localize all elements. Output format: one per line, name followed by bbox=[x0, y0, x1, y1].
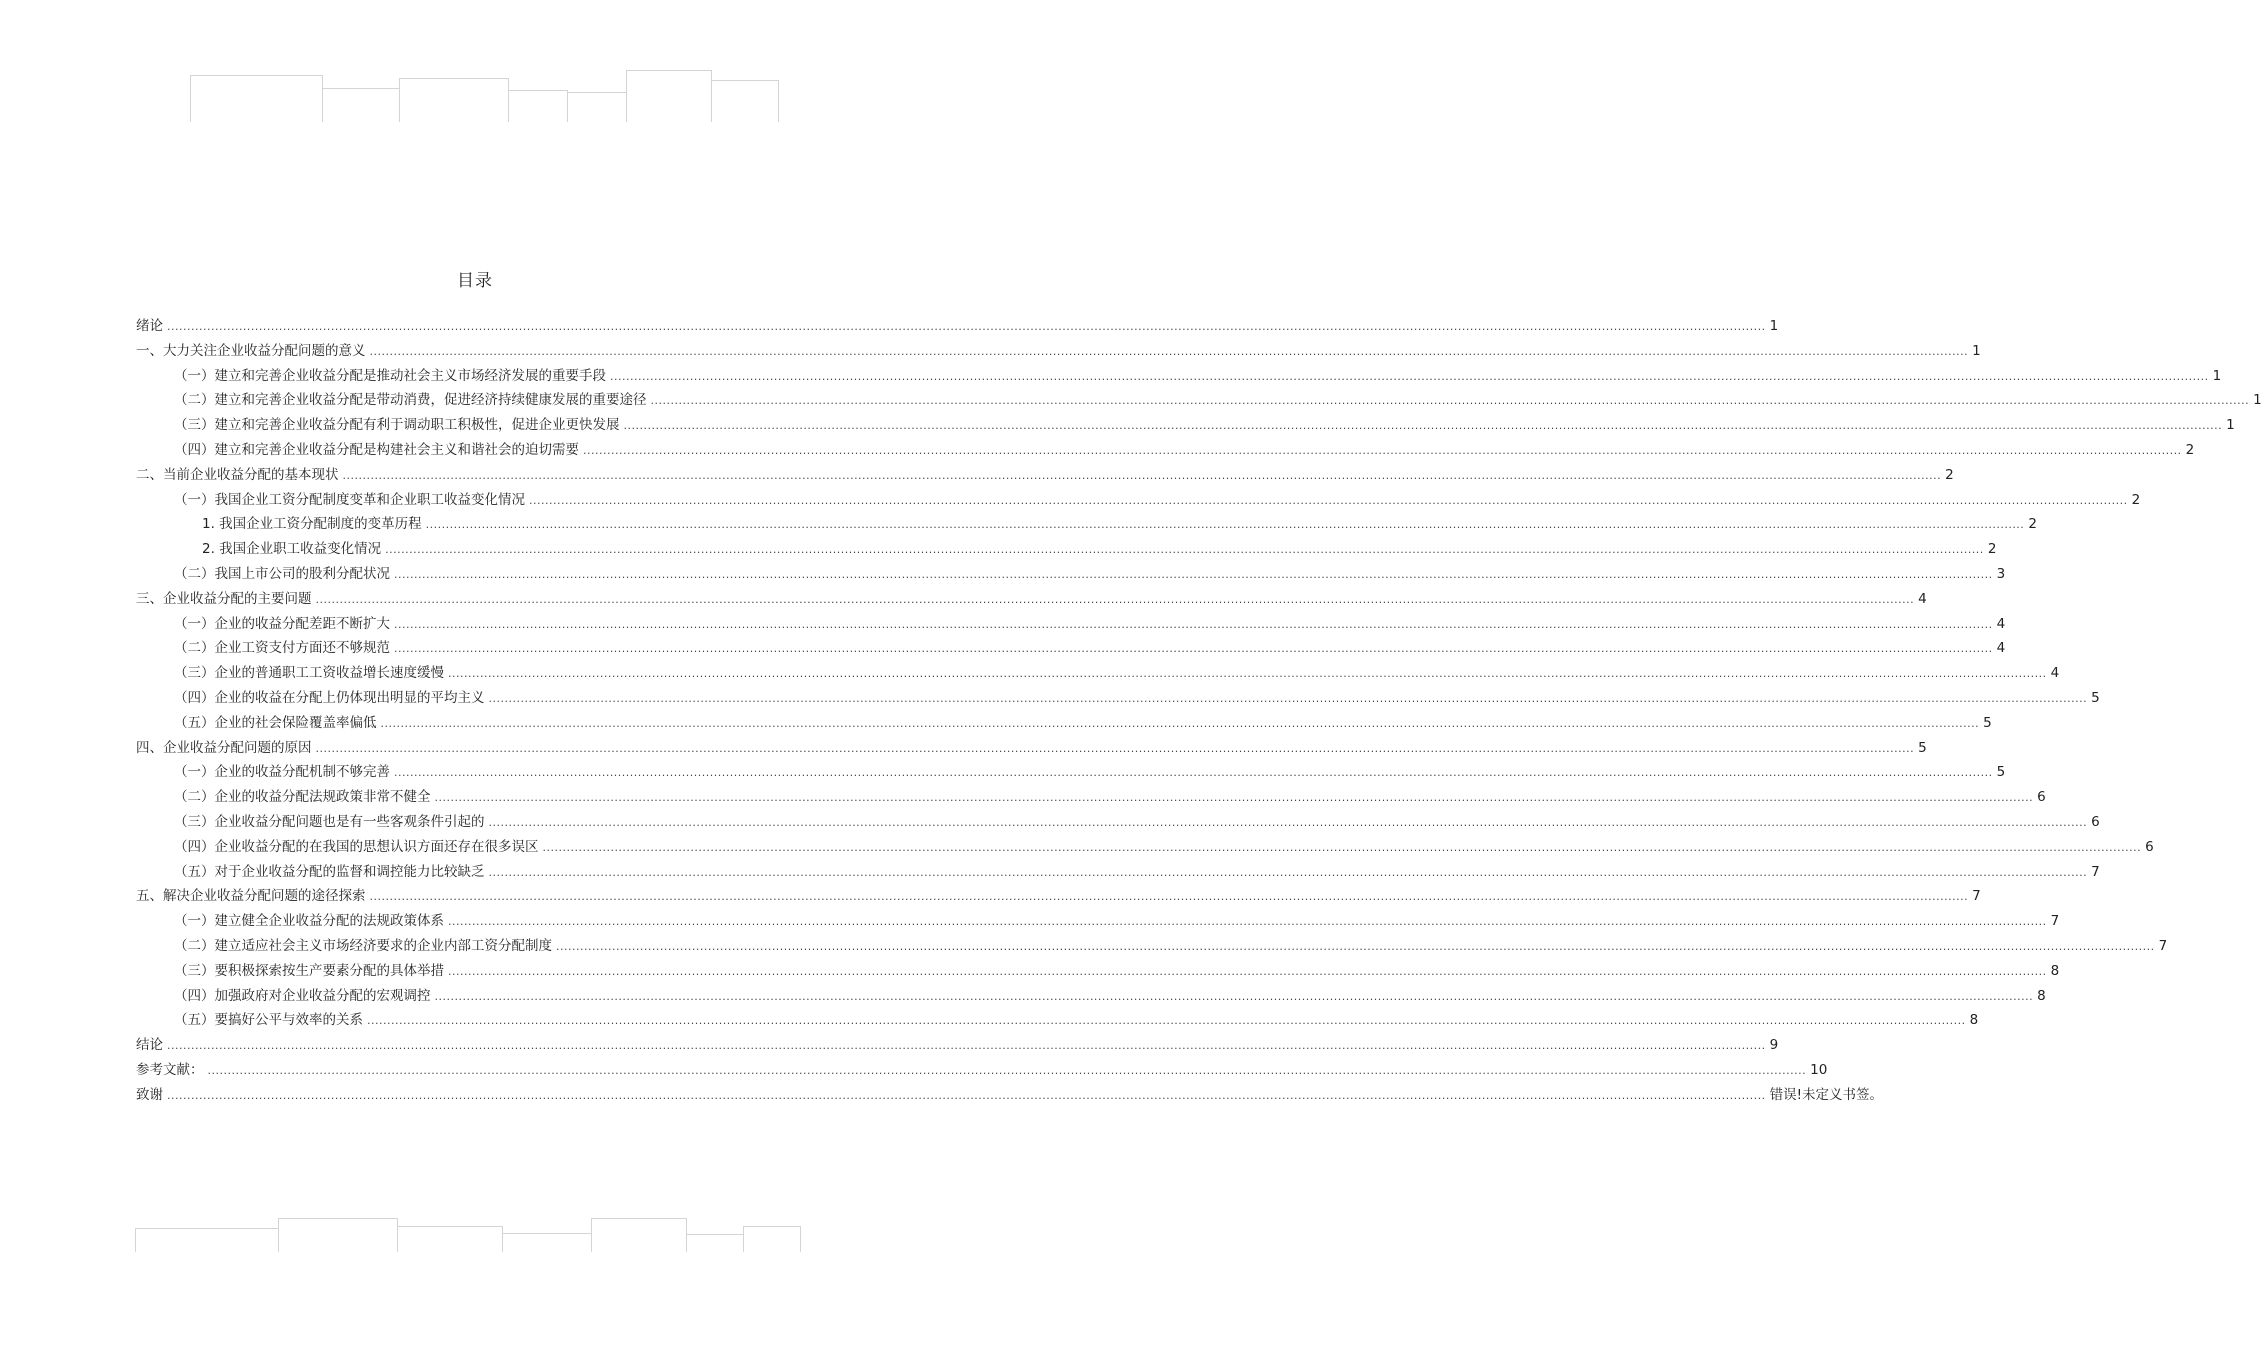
toc-leader-dots: ................................................................................................................................................................................................................................................................................................................................................................................................................ bbox=[425, 518, 2025, 531]
toc-leader-dots: ................................................................................................................................................................................................................................................................................................................................................................................................................ bbox=[394, 568, 1993, 581]
toc-entry-page: 7 bbox=[2091, 864, 2100, 880]
toc-entry-page: 4 bbox=[2050, 665, 2060, 681]
toc-entry-label: （一）企业的收益分配差距不断扩大 bbox=[174, 616, 390, 632]
toc-entry[interactable] bbox=[174, 564, 2006, 584]
toc-entry-label: （一）建立健全企业收益分配的法规政策体系 bbox=[174, 913, 444, 929]
toc-entry-label: （一）建立和完善企业收益分配是推动社会主义市场经济发展的重要手段 bbox=[174, 368, 606, 384]
toc-entry[interactable] bbox=[174, 862, 2100, 882]
toc-entry[interactable] bbox=[174, 415, 2235, 435]
toc-leader-dots: ................................................................................................................................................................................................................................................................................................................................................................................................................ bbox=[367, 1014, 1966, 1027]
toc-entry-label: （二）我国上市公司的股利分配状况 bbox=[174, 566, 390, 582]
toc-entry[interactable] bbox=[174, 490, 2141, 510]
toc-entry[interactable] bbox=[202, 514, 2037, 534]
toc-leader-dots: ................................................................................................................................................................................................................................................................................................................................................................................................................ bbox=[394, 618, 1993, 631]
toc-entry-label: 三、企业收益分配的主要问题 bbox=[136, 591, 312, 607]
toc-entry-label: 1. 我国企业工资分配制度的变革历程 bbox=[202, 516, 422, 532]
toc-leader-dots: ................................................................................................................................................................................................................................................................................................................................................................................................................ bbox=[448, 965, 2047, 978]
toc-leader-dots: ................................................................................................................................................................................................................................................................................................................................................................................................................ bbox=[315, 742, 1915, 755]
toc-entry-label: 一、大力关注企业收益分配问题的意义 bbox=[136, 343, 366, 359]
toc-entry-page: 4 bbox=[1996, 640, 2006, 656]
toc-entry-page: 8 bbox=[2050, 963, 2060, 979]
toc-entry-label: （四）企业的收益在分配上仍体现出明显的平均主义 bbox=[174, 690, 485, 706]
toc-entry-page: 7 bbox=[1972, 888, 1981, 904]
toc-entry-page: 8 bbox=[2037, 988, 2046, 1004]
footer-decoration bbox=[591, 1218, 687, 1252]
toc-entry-label: （四）建立和完善企业收益分配是构建社会主义和谐社会的迫切需要 bbox=[174, 442, 579, 458]
toc-leader-dots: ................................................................................................................................................................................................................................................................................................................................................................................................................ bbox=[650, 394, 2250, 407]
toc-entry[interactable] bbox=[174, 390, 2262, 410]
toc-entry-label: （四）企业收益分配的在我国的思想认识方面还存在很多误区 bbox=[174, 839, 539, 855]
toc-entry[interactable] bbox=[136, 589, 1927, 609]
toc-leader-dots: ................................................................................................................................................................................................................................................................................................................................................................................................................ bbox=[394, 642, 1993, 655]
toc-entry-page: 9 bbox=[1769, 1037, 1779, 1053]
toc-leader-dots: ................................................................................................................................................................................................................................................................................................................................................................................................................ bbox=[488, 816, 2088, 829]
toc-entry[interactable] bbox=[174, 366, 2222, 386]
toc-entry-label: 致谢 bbox=[136, 1087, 163, 1103]
toc-entry[interactable] bbox=[136, 1060, 1828, 1080]
toc-entry-label: 参考文献： bbox=[136, 1062, 204, 1078]
toc-entry[interactable] bbox=[174, 614, 2006, 634]
toc-entry-label: （三）企业收益分配问题也是有一些客观条件引起的 bbox=[174, 814, 485, 830]
toc-entry[interactable] bbox=[136, 738, 1927, 758]
toc-entry[interactable] bbox=[174, 688, 2100, 708]
toc-leader-dots: ................................................................................................................................................................................................................................................................................................................................................................................................................ bbox=[167, 1089, 1766, 1102]
toc-entry-label: （三）要积极探索按生产要素分配的具体举措 bbox=[174, 963, 444, 979]
toc-entry[interactable] bbox=[174, 762, 2006, 782]
toc-entry-page: 1 bbox=[2253, 392, 2262, 408]
toc-entry-label: （二）企业工资支付方面还不够规范 bbox=[174, 640, 390, 656]
toc-leader-dots: ................................................................................................................................................................................................................................................................................................................................................................................................................ bbox=[488, 692, 2088, 705]
toc-entry-label: （一）企业的收益分配机制不够完善 bbox=[174, 764, 390, 780]
toc-entry[interactable] bbox=[174, 911, 2060, 931]
toc-entry-page: 1 bbox=[2226, 417, 2235, 433]
toc-entry[interactable] bbox=[136, 1085, 1884, 1105]
toc-leader-dots: ................................................................................................................................................................................................................................................................................................................................................................................................................ bbox=[434, 791, 2034, 804]
toc-entry-page: 3 bbox=[1996, 566, 2006, 582]
footer-decoration bbox=[686, 1234, 744, 1252]
footer-decoration bbox=[397, 1226, 503, 1252]
toc-entry-page: 6 bbox=[2091, 814, 2100, 830]
toc-leader-dots: ................................................................................................................................................................................................................................................................................................................................................................................................................ bbox=[167, 320, 1766, 333]
toc-leader-dots: ................................................................................................................................................................................................................................................................................................................................................................................................................ bbox=[583, 444, 2182, 457]
toc-leader-dots: ................................................................................................................................................................................................................................................................................................................................................................................................................ bbox=[623, 419, 2223, 432]
footer-decoration bbox=[743, 1226, 801, 1252]
toc-entry-page: 7 bbox=[2158, 938, 2168, 954]
header-decoration bbox=[626, 70, 712, 122]
toc-entry-page: 8 bbox=[1969, 1012, 1979, 1028]
toc-leader-dots: ................................................................................................................................................................................................................................................................................................................................................................................................................ bbox=[315, 593, 1915, 606]
toc-entry[interactable] bbox=[202, 539, 1997, 559]
toc-entry-page: 2 bbox=[2028, 516, 2037, 532]
toc-entry-page: 2 bbox=[1945, 467, 1954, 483]
toc-leader-dots: ................................................................................................................................................................................................................................................................................................................................................................................................................ bbox=[529, 494, 2128, 507]
toc-entry-page: 4 bbox=[1918, 591, 1927, 607]
toc-entry-page: 2 bbox=[2185, 442, 2195, 458]
toc-leader-dots: ................................................................................................................................................................................................................................................................................................................................................................................................................ bbox=[394, 766, 1993, 779]
toc-leader-dots: ................................................................................................................................................................................................................................................................................................................................................................................................................ bbox=[556, 940, 2155, 953]
toc-leader-dots: ................................................................................................................................................................................................................................................................................................................................................................................................................ bbox=[448, 667, 2047, 680]
toc-entry-page: 7 bbox=[2050, 913, 2060, 929]
toc-entry[interactable] bbox=[174, 638, 2006, 658]
toc-entry-label: （五）对于企业收益分配的监督和调控能力比较缺乏 bbox=[174, 864, 485, 880]
page-title: 目录 bbox=[457, 271, 493, 291]
toc-entry[interactable] bbox=[174, 663, 2060, 683]
toc-entry-label: 2. 我国企业职工收益变化情况 bbox=[202, 541, 382, 557]
toc-entry-page: 1 bbox=[1972, 343, 1981, 359]
toc-entry-label: （二）建立和完善企业收益分配是带动消费，促进经济持续健康发展的重要途径 bbox=[174, 392, 647, 408]
header-decoration bbox=[322, 88, 400, 122]
toc-entry-label: （二）企业的收益分配法规政策非常不健全 bbox=[174, 789, 431, 805]
header-decoration bbox=[567, 92, 627, 122]
toc-entry[interactable] bbox=[174, 713, 1992, 733]
toc-entry-page: 5 bbox=[1983, 715, 1992, 731]
toc-entry[interactable] bbox=[136, 341, 1981, 361]
toc-entry-page: 5 bbox=[2091, 690, 2100, 706]
toc-entry[interactable] bbox=[136, 886, 1981, 906]
toc-entry-label: （五）要搞好公平与效率的关系 bbox=[174, 1012, 363, 1028]
toc-entry[interactable] bbox=[136, 465, 1954, 485]
toc-leader-dots: ................................................................................................................................................................................................................................................................................................................................................................................................................ bbox=[167, 1039, 1766, 1052]
toc-entry[interactable] bbox=[174, 936, 2168, 956]
toc-entry-page: 5 bbox=[1918, 740, 1927, 756]
toc-leader-dots: ................................................................................................................................................................................................................................................................................................................................................................................................................ bbox=[542, 841, 2142, 854]
footer-decoration bbox=[502, 1233, 592, 1252]
toc-entry[interactable] bbox=[136, 316, 1779, 336]
header-decoration bbox=[508, 90, 568, 122]
toc-entry[interactable] bbox=[136, 1035, 1779, 1055]
toc-entry-label: 二、当前企业收益分配的基本现状 bbox=[136, 467, 339, 483]
header-decoration bbox=[399, 78, 509, 122]
toc-entry-page: 2 bbox=[2131, 492, 2141, 508]
toc-entry-label: 绪论 bbox=[136, 318, 163, 334]
toc-entry-page: 4 bbox=[1996, 616, 2006, 632]
toc-entry[interactable] bbox=[174, 787, 2046, 807]
toc-entry-page: 1 bbox=[2212, 368, 2222, 384]
toc-entry[interactable] bbox=[174, 812, 2100, 832]
toc-entry-page: 错误!未定义书签。 bbox=[1769, 1087, 1884, 1103]
header-decoration bbox=[711, 80, 779, 122]
toc-entry[interactable] bbox=[174, 986, 2046, 1006]
toc-leader-dots: ................................................................................................................................................................................................................................................................................................................................................................................................................ bbox=[448, 915, 2047, 928]
toc-entry-label: （二）建立适应社会主义市场经济要求的企业内部工资分配制度 bbox=[174, 938, 552, 954]
toc-leader-dots: ................................................................................................................................................................................................................................................................................................................................................................................................................ bbox=[610, 370, 2209, 383]
toc-entry-page: 1 bbox=[1769, 318, 1779, 334]
toc-entry-label: （五）企业的社会保险覆盖率偏低 bbox=[174, 715, 377, 731]
toc-leader-dots: ................................................................................................................................................................................................................................................................................................................................................................................................................ bbox=[342, 469, 1942, 482]
toc-entry-label: （三）建立和完善企业收益分配有利于调动职工积极性，促进企业更快发展 bbox=[174, 417, 620, 433]
footer-decoration bbox=[135, 1228, 279, 1252]
toc-leader-dots: ................................................................................................................................................................................................................................................................................................................................................................................................................ bbox=[385, 543, 1984, 556]
toc-entry[interactable] bbox=[174, 1010, 1979, 1030]
toc-entry[interactable] bbox=[174, 440, 2195, 460]
footer-decoration bbox=[278, 1218, 398, 1252]
toc-leader-dots: ................................................................................................................................................................................................................................................................................................................................................................................................................ bbox=[380, 717, 1980, 730]
toc-entry-label: 五、解决企业收益分配问题的途径探索 bbox=[136, 888, 366, 904]
toc-entry-label: （一）我国企业工资分配制度变革和企业职工收益变化情况 bbox=[174, 492, 525, 508]
toc-entry-label: （四）加强政府对企业收益分配的宏观调控 bbox=[174, 988, 431, 1004]
toc-entry-label: 结论 bbox=[136, 1037, 163, 1053]
toc-entry-page: 6 bbox=[2037, 789, 2046, 805]
toc-leader-dots: ................................................................................................................................................................................................................................................................................................................................................................................................................ bbox=[207, 1064, 1807, 1077]
header-decoration bbox=[190, 75, 323, 122]
toc-leader-dots: ................................................................................................................................................................................................................................................................................................................................................................................................................ bbox=[488, 866, 2088, 879]
toc-entry-page: 10 bbox=[1810, 1062, 1828, 1078]
toc-entry[interactable] bbox=[174, 961, 2060, 981]
toc-entry-label: （三）企业的普通职工工资收益增长速度缓慢 bbox=[174, 665, 444, 681]
toc-leader-dots: ................................................................................................................................................................................................................................................................................................................................................................................................................ bbox=[369, 890, 1969, 903]
toc-leader-dots: ................................................................................................................................................................................................................................................................................................................................................................................................................ bbox=[434, 990, 2034, 1003]
toc-entry-page: 2 bbox=[1987, 541, 1997, 557]
toc-entry-page: 6 bbox=[2145, 839, 2154, 855]
toc-entry-label: 四、企业收益分配问题的原因 bbox=[136, 740, 312, 756]
toc-entry[interactable] bbox=[174, 837, 2154, 857]
toc-entry-page: 5 bbox=[1996, 764, 2006, 780]
toc-leader-dots: ................................................................................................................................................................................................................................................................................................................................................................................................................ bbox=[369, 345, 1969, 358]
